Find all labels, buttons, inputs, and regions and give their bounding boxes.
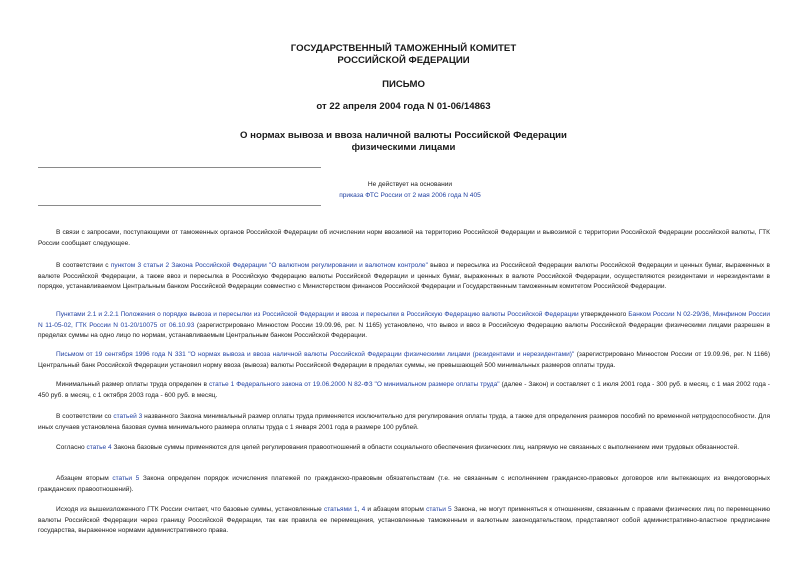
law-article-link[interactable]: пунктом 3 статьи 2 Закона Российской Федерации "О валютном регулировании и валютном контроле" — [110, 262, 428, 269]
approval-link[interactable]: Банком России N 02-29/36, Минфином России N 11-05-02, ГТК России N 01-20/10075 от 06.10.93 — [38, 311, 771, 329]
document-title-line2: физическими лицами — [351, 142, 456, 153]
paragraph-4: Письмом от 19 сентября 1996 года N 331 "О нормах вывоза и ввоза наличной валюты Российской Федерации физическими лицами (резидентами и нерезидентами)" (зарегистрировано Минюстом России от 19.09.96, рег. N 1166) Центральный банк Российской Федерации установил норму ввоза (вывоза) валюты Российской Федерации в пределах суммы, не превышающей 500 минимальных размеров оплаты труда. — [38, 351, 771, 369]
paragraph-6: В соответствии со статьей 3 названного Закона минимальный размер оплаты труда применяется исключительно для регулирования оплаты труда, а также для определения размеров пособий по временной нетрудоспособности. Для иных случаев установлена базовая сумма минимального размера оплаты труда с 1 января 2001 года в размере 100 рублей. — [38, 413, 770, 431]
article-3-link[interactable]: статьей 3 — [113, 413, 143, 420]
org-name-line2: РОССИЙСКОЙ ФЕДЕРАЦИИ — [337, 55, 470, 66]
status-note — [290, 179, 530, 201]
paragraph-3: Пунктами 2.1 и 2.2.1 Положения о порядке вывоза и пересылки из Российской Федерации и ввоза и пересылки в Российскую Федерацию валюты Российской Федерации утвержденного Банком России N 02-29/36, Минфином России N 11-05-02, ГТК России N 01-20/10075 от 06.10.93 (зарегистрировано Минюстом России 19.09.96, рег. N 1165) установлено, что вывоз и ввоз в Российскую Федерацию валюты Российской Федерации физическими лицами разрешен в пределах суммы на одно лицо по нормам, устанавливаемым Центральным банком Российской Федерации. — [38, 311, 771, 340]
repeal-order-link[interactable]: приказа ФТС России от 2 мая 2006 года N 405 — [339, 192, 481, 199]
paragraph-1: В связи с запросами, поступающими от таможенных органов Российской Федерации об исчислении норм ввозимой на территорию Российской Федерации и вывозимой с территории Российской Федерации российской валюты, ГТК России сообщает следующее. — [38, 229, 770, 247]
article-4-link[interactable]: статье 4 — [86, 444, 112, 451]
paragraph-5: Минимальный размер оплаты труда определен в статье 1 Федерального закона от 19.06.2000 N 82-ФЗ "О минимальном размере оплаты труда" (далее - Закон) и составляет с 1 июля 2001 года - 300 руб. в месяц, с 1 мая 2002 года - 450 руб. в месяц, с 1 октября 2003 года - 600 руб. в месяц. — [38, 381, 770, 399]
articles-1-link[interactable]: статьями 1 — [323, 506, 358, 513]
paragraph-7: Согласно статье 4 Закона базовые суммы применяются для целей регулирования правоотношений в области социального обеспечения физических лиц, напрямую не связанных с выполнением ими трудовых обязанностей. — [56, 444, 740, 451]
document-date: от 22 апреля 2004 года N 01-06/14863 — [316, 101, 491, 112]
article-5-link-2[interactable]: статьи 5 — [426, 506, 452, 513]
federal-law-link[interactable]: статье 1 Федерального закона от 19.06.2000 N 82-ФЗ "О минимальном размере оплаты труда" — [208, 381, 500, 388]
status-line: Не действует на основании — [367, 181, 453, 188]
divider-top — [38, 167, 321, 168]
divider-bottom — [38, 205, 321, 206]
paragraph-8: Абзацем вторым статьи 5 Закона определен порядок исчисления платежей по гражданско-правовым обязательствам (т.е. не связанным с исполнением гражданско-правовых договоров или вытекающих из внедоговорных гражданских правоотношений). — [38, 475, 770, 493]
paragraph-9: Исходя из вышеизложенного ГТК России считает, что базовые суммы, установленные статьями 1, 4 и абзацем вторым статьи 5 Закона, не могут применяться к отношениям, связанным с правами физических лиц по перемещению валюты Российской Федерации через границу Российской Федерации, так как правила ее перемещения, установленные таможенным и валютным законодательством, представляют собой административно-властное предписание государства, выраженное нормами административного права. — [38, 506, 771, 535]
article-5-link[interactable]: статьи 5 — [112, 475, 140, 482]
document-type: ПИСЬМО — [382, 79, 425, 90]
document-title-line1: О нормах вывоза и ввоза наличной валюты Российской Федерации — [240, 130, 567, 141]
org-name-line1: ГОСУДАРСТВЕННЫЙ ТАМОЖЕННЫЙ КОМИТЕТ — [290, 43, 517, 54]
regulation-link[interactable]: Пунктами 2.1 и 2.2.1 Положения о порядке вывоза и пересылки из Российской Федерации и ввоза и пересылки в Российскую Федерацию валюты Российской Федерации — [56, 311, 579, 318]
cbr-letter-link[interactable]: Письмом от 19 сентября 1996 года N 331 "О нормах вывоза и ввоза наличной валюты Российской Федерации физическими лицами (резидентами и нерезидентами)" — [56, 351, 575, 358]
article-4-link-2[interactable]: 4 — [361, 506, 366, 513]
paragraph-2: В соответствии с пунктом 3 статьи 2 Закона Российской Федерации "О валютном регулировании и валютном контроле" вывоз и пересылка из Российской Федерации валюты Российской Федерации и ценных бумаг, выраженных в валюте Российской Федерации, а также ввоз и пересылка в Российскую Федерацию валюты Российской Федерации и ценных бумаг, выраженных в валюте Российской Федерации, осуществляются резидентами и нерезидентами в порядке, устанавливаемом Центральным банком Российской Федерации совместно с Министерством финансов Российской Федерации и Государственным таможенным комитетом Российской Федерации. — [38, 262, 770, 291]
